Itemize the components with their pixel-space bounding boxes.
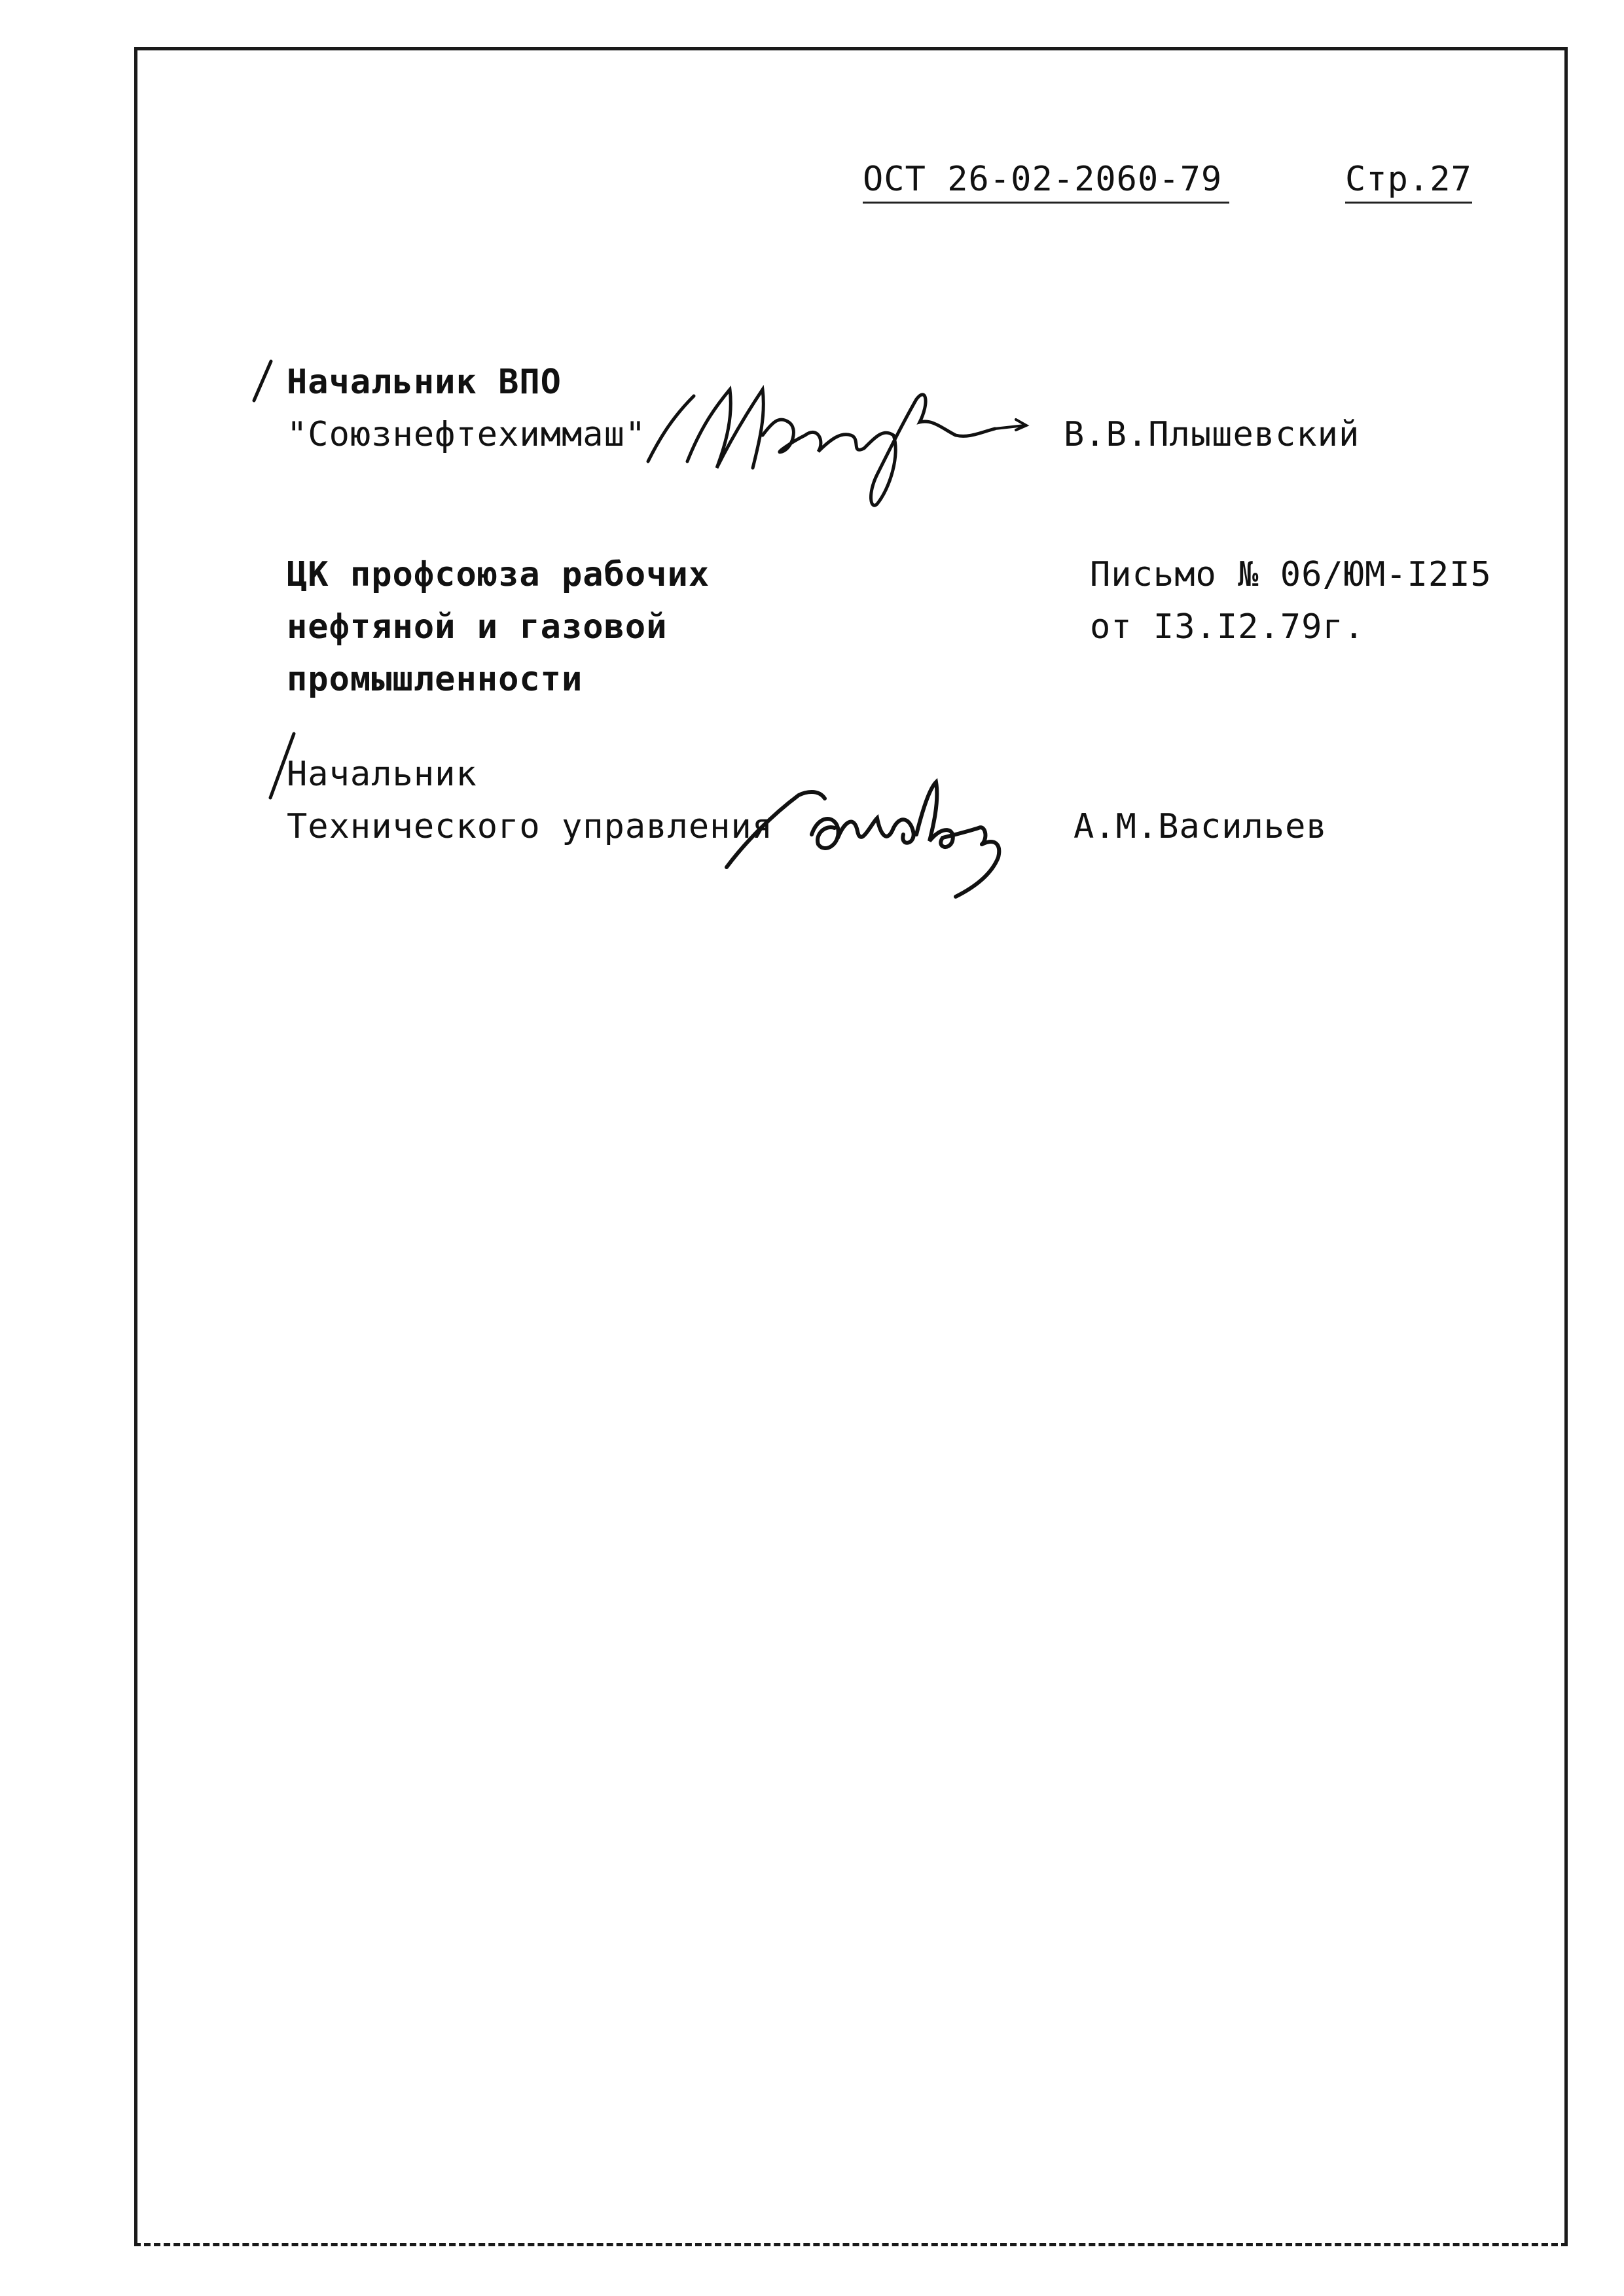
approver2-title-line2: Технического управления	[287, 807, 774, 846]
approver1-name: В.В.Плышевский	[1064, 415, 1360, 454]
check-mark-icon	[249, 359, 275, 404]
union-line2: нефтяной и газовой	[287, 607, 668, 647]
union-line1: ЦК профсоюза рабочих	[287, 555, 710, 594]
approver1-title-line2: "Союзнефтехиммаш"	[287, 415, 647, 454]
signature-1-icon	[641, 363, 1047, 514]
approver2-name: А.М.Васильев	[1074, 807, 1327, 846]
letter-number: Письмо № 06/ЮМ-I2I5	[1090, 555, 1492, 594]
union-line3: промышленности	[287, 660, 583, 699]
document-code: ОСТ 26-02-2060-79	[863, 162, 1229, 204]
signature-2-icon	[720, 762, 1047, 906]
approver1-title-line1: Начальник ВПО	[287, 363, 562, 402]
page-number: Стр.27	[1345, 162, 1472, 204]
letter-date: от I3.I2.79г.	[1090, 607, 1365, 647]
approver2-title-line1: Начальник	[287, 755, 477, 794]
